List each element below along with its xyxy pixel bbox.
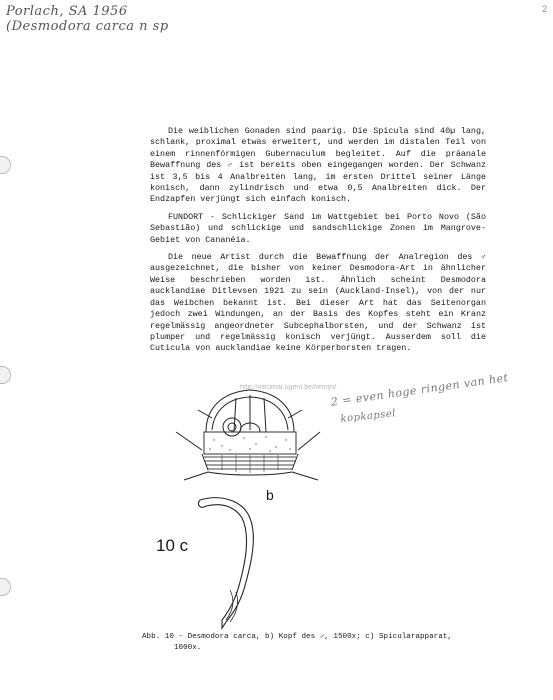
punch-hole [0, 156, 11, 174]
paragraph-gonads: Die weiblichen Gonaden sind paarig. Die Spicula sind 40µ lang, schlank, proximal etwas erweitert, und werden im distalen Teil von einem rinnenförmigen Gubernaculum begleitet. Auf die präanale Bewaffnung des ♂ ist bereits oben eingegangen worden. Der Schwanz ist 3,5 bis 4 Analbreiten lang, im ersten Drittel seiner Länge konisch, dann zylindrisch und etwa 0,5 Analbreiten dick. Der Endzapfen verjüngt sich einfach konisch. [150, 126, 486, 205]
punch-hole [0, 366, 11, 384]
figure-label-b: b [266, 487, 274, 503]
caption-line: Abb. 10 - Desmodora carca, b) Kopf des ♂, 1500x; c) Spicularapparat, [142, 633, 452, 641]
handwritten-annotation: 2 = even hoge ringen van het [330, 371, 510, 409]
punch-hole [0, 578, 11, 596]
handwritten-citation: Porlach, SA 1956 [6, 4, 128, 19]
figure-caption [142, 632, 492, 654]
figure-label-c: 10 c [156, 536, 189, 555]
paragraph-fundort: FUNDORT - Schlickiger Sand im Wattgebiet bei Porto Novo (São Sebastião) und schlickige und sandschlickige Zonen im Mangrove-Gebiet von Cananéia. [150, 211, 486, 245]
handwritten-annotation: kopkapsel [340, 408, 397, 425]
paragraph-comparison: Die neue Artist durch die Bewaffnung der Analregion des ♂ ausgezeichnet, die bisher von keiner Desmodora-Art in ähnlicher Weise beschrieben worden ist. Ähnlich scheint Desmodora aucklandiae Ditlevsen 1921 zu sein (Auckland-Insel), von der nur das Weibchen bekannt ist. Bei dieser Art hat das Seitenorgan jedoch zwei Windungen, an der Basis des Kopfes steht ein Kranz regelmässig angeordneter Subcephalborsten, und der Schwanz ist plumper und regelmässig konisch verjüngt. Ausserdem soll die Cuticula von aucklandiae keine Körperborsten tragen. [150, 252, 486, 354]
handwritten-species-name: (Desmodora carca n sp [6, 19, 169, 34]
watermark-url: http://intromar.ugent.be/nemys/ [240, 384, 337, 391]
body-text [150, 126, 486, 361]
caption-line: 1000x. [174, 644, 202, 652]
page-number: 2 [541, 4, 547, 14]
